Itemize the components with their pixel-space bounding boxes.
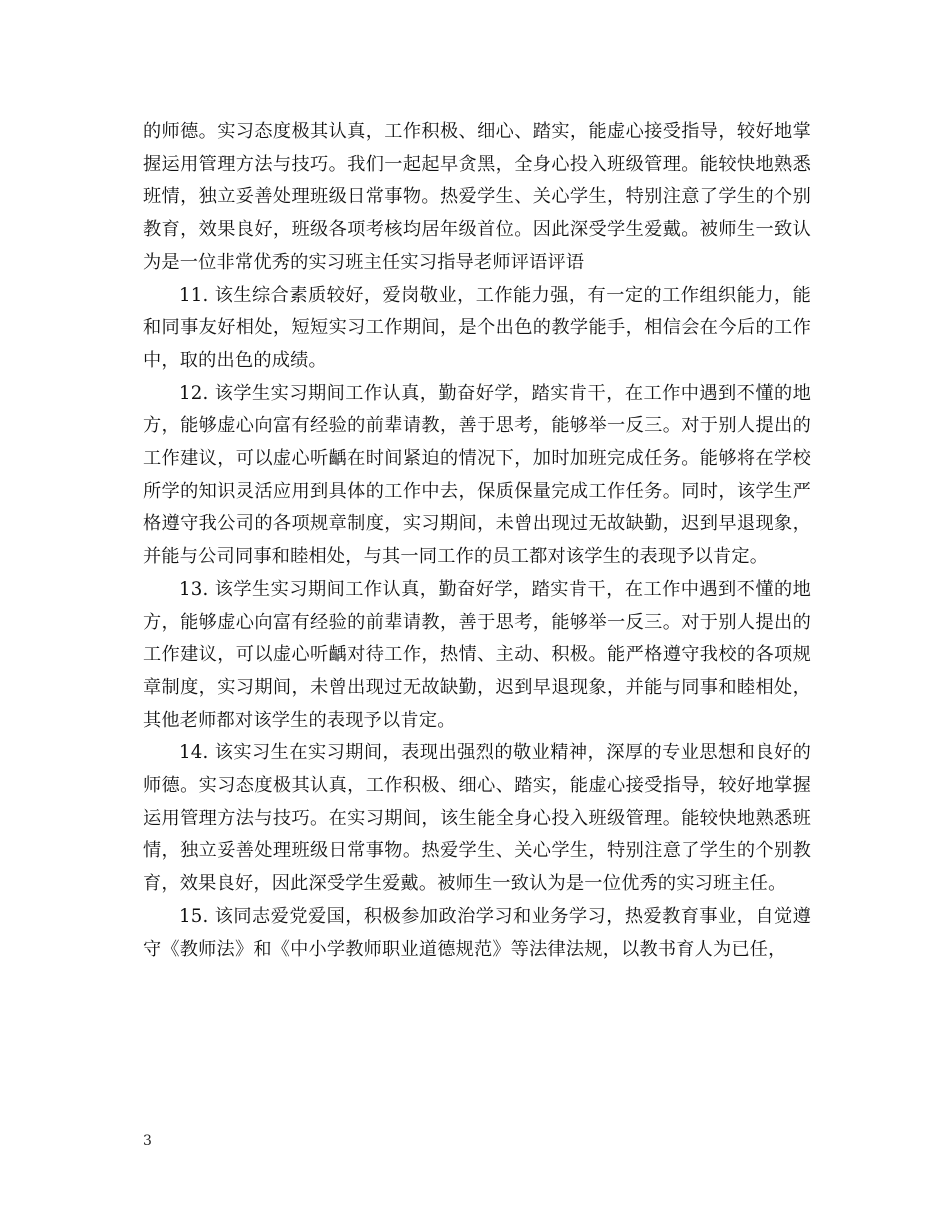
page-number: 3 xyxy=(143,1133,152,1149)
paragraph-item-11: 11. 该生综合素质较好，爱岗敬业，工作能力强，有一定的工作组织能力，能和同事友好相处，短短实习工作期间，是个出色的教学能手，相信会在今后的工作中，取的出色的成绩。 xyxy=(143,284,811,371)
document-body xyxy=(143,116,811,966)
paragraph-item-14: 14. 该实习生在实习期间，表现出强烈的敬业精神，深厚的专业思想和良好的师德。实习态度极其认真，工作积极、细心、踏实，能虚心接受指导，较好地掌握运用管理方法与技巧。在实习期间，该生能全身心投入班级管理。能较快地熟悉班情，独立妥善处理班级日常事物。热爱学生、关心学生，特别注意了学生的个别教育，效果良好，因此深受学生爱戴。被师生一致认为是一位优秀的实习班主任。 xyxy=(143,742,811,895)
paragraph-item-15: 15. 该同志爱党爱国，积极参加政治学习和业务学习，热爱教育事业，自觉遵守《教师法》和《中小学教师职业道德规范》等法律法规，以教书育人为已任， xyxy=(143,905,811,960)
paragraph-item-12: 12. 该学生实习期间工作认真，勤奋好学，踏实肯干，在工作中遇到不懂的地方，能够虚心向富有经验的前辈请教，善于思考，能够举一反三。对于别人提出的工作建议，可以虚心听齲在时间紧迫的情况下，加时加班完成任务。能够将在学校所学的知识灵活应用到具体的工作中去，保质保量完成工作任务。同时，该学生严格遵守我公司的各项规章制度，实习期间，未曾出现过无故缺勤，迟到早退现象，并能与公司同事和睦相处，与其一同工作的员工都对该学生的表现予以肯定。 xyxy=(143,382,811,568)
paragraph-item-13: 13. 该学生实习期间工作认真，勤奋好学，踏实肯干，在工作中遇到不懂的地方，能够虚心向富有经验的前辈请教，善于思考，能够举一反三。对于别人提出的工作建议，可以虚心听齲对待工作，热情、主动、积极。能严格遵守我校的各项规章制度，实习期间，未曾出现过无故缺勤，迟到早退现象，并能与同事和睦相处，其他老师都对该学生的表现予以肯定。 xyxy=(143,578,811,731)
paragraph-continuation: 的师德。实习态度极其认真，工作积极、细心、踏实，能虚心接受指导，较好地掌握运用管理方法与技巧。我们一起起早贪黑，全身心投入班级管理。能较快地熟悉班情，独立妥善处理班级日常事物。热爱学生、关心学生，特别注意了学生的个别教育，效果良好，班级各项考核均居年级首位。因此深受学生爱戴。被师生一致认为是一位非常优秀的实习班主任实习指导老师评语评语 xyxy=(143,121,811,273)
